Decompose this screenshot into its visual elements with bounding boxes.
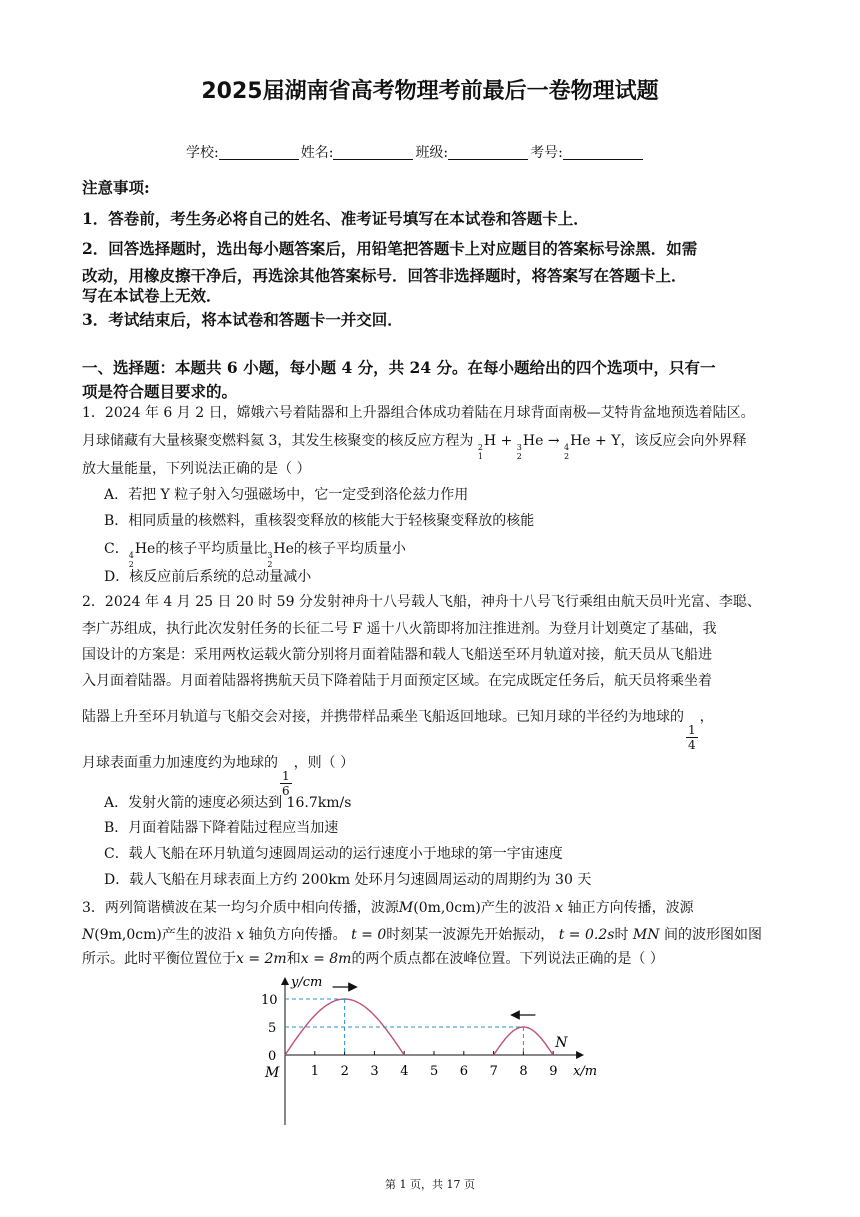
q1-line-1: 1．2024 年 6 月 2 日，嫦娥六号着陆器和上升器组合体成功着陆在月球背面南极—艾特肯盆地预选着陆区。 bbox=[82, 405, 755, 421]
y-tick-label: 10 bbox=[261, 993, 278, 1008]
q2-line-5: 陆器上升至环月轨道与飞船交会对接，并携带样品乘坐飞船返回地球。已知月球的半径约为地球的 $\frac{1}{4}$ ， bbox=[82, 709, 714, 752]
q2-option-a[interactable]: A．发射火箭的速度必须达到 16.7km/s bbox=[104, 795, 352, 811]
y-tick-label: 0 bbox=[268, 1049, 277, 1064]
school-field[interactable] bbox=[219, 145, 299, 160]
origin-label-M: M bbox=[265, 1065, 280, 1081]
name-label: 姓名: bbox=[300, 145, 334, 161]
notice-heading: 注意事项: bbox=[82, 178, 150, 197]
x-tick-label: 6 bbox=[459, 1064, 469, 1079]
q2-option-c[interactable]: C．载人飞船在环月轨道匀速圆周运动的运行速度小于地球的第一宇宙速度 bbox=[104, 846, 563, 862]
section1-line-1: 一、选择题：本题共 6 小题，每小题 4 分，共 24 分。在每小题给出的四个选项中，只有一 bbox=[82, 358, 716, 377]
section1-line-2: 项是符合题目要求的。 bbox=[82, 382, 238, 401]
notice-line-3: 3．考试结束后，将本试卷和答题卡一并交回． bbox=[82, 310, 403, 329]
y-axis-label: y/cm bbox=[291, 975, 323, 990]
x-tick-label: 4 bbox=[400, 1064, 409, 1079]
q2-line-4: 入月面着陆器。月面着陆器将携航天员下降着陆于月面预定区域。在完成既定任务后，航天员将乘坐着 bbox=[82, 673, 712, 689]
x-tick-label: 9 bbox=[549, 1064, 558, 1079]
notice-line-2c: 写在本试卷上无效． bbox=[82, 286, 222, 305]
page-footer: 第 1 页，共 17 页 bbox=[385, 1178, 475, 1191]
x-tick-label: 2 bbox=[340, 1064, 349, 1079]
q1-option-b[interactable]: B．相同质量的核燃料，重核裂变释放的核能大于轻核聚变释放的核能 bbox=[104, 513, 535, 529]
q3-line-2: N(9m,0cm)产生的波沿 x 轴负方向传播。 t = 0时刻某一波源先开始振动， t = 0.2s时 MN 间的波形图如图 bbox=[82, 927, 762, 943]
name-field[interactable] bbox=[333, 145, 413, 160]
q1-line-3: 放大量能量，下列说法正确的是（ ） bbox=[82, 461, 311, 477]
q2-line-2: 李广苏组成，执行此次发射任务的长征二号 F 遥十八火箭即将加注推进剂。为登月计划奠定了基础，我 bbox=[82, 621, 717, 637]
x-tick-label: 1 bbox=[310, 1064, 320, 1079]
q1-option-c[interactable]: C． 4 2 He的核子平均质量比 3 2 He的核子平均质量小 bbox=[104, 541, 406, 569]
q2-option-b[interactable]: B．月面着陆器下降着陆过程应当加速 bbox=[104, 820, 339, 836]
q3-line-1: 3．两列简谐横波在某一均匀介质中相向传播，波源M(0m,0cm)产生的波沿 x 轴正方向传播，波源 bbox=[82, 900, 694, 916]
q1-option-d[interactable]: D．核反应前后系统的总动量减小 bbox=[104, 569, 312, 585]
notice-line-1: 1．答卷前，考生务必将自己的姓名、准考证号填写在本试卷和答题卡上． bbox=[82, 209, 589, 228]
notice-line-2b: 改动，用橡皮擦干净后，再选涂其他答案标号．回答非选择题时，将答案写在答题卡上． bbox=[82, 266, 687, 285]
exam-no-field[interactable] bbox=[563, 145, 643, 160]
y-tick-label: 5 bbox=[268, 1021, 277, 1036]
x-axis-label: x/m bbox=[573, 1064, 598, 1079]
x-tick-label: 8 bbox=[519, 1064, 528, 1079]
q2-line-3: 国设计的方案是：采用两枚运载火箭分别将月面着陆器和载人飞船送至环月轨道对接，航天员从飞船进 bbox=[82, 647, 712, 663]
page-title: 2025届湖南省高考物理考前最后一卷物理试题 bbox=[201, 79, 659, 104]
end-label-N: N bbox=[555, 1035, 568, 1051]
class-field[interactable] bbox=[448, 145, 528, 160]
q1-line-2: 月球储藏有大量核聚变燃料氦 3，其发生核聚变的核反应方程为 2 1 H + 3 2 He → 4 2 He + Y，该反应会向外界释 bbox=[82, 433, 747, 461]
q2-line-6: 月球表面重力加速度约为地球的 $\frac{1}{6}$ ，则（ ） bbox=[82, 755, 355, 798]
q2-option-d[interactable]: D．载人飞船在月球表面上方约 200km 处环月匀速圆周运动的周期约为 30 天 bbox=[104, 872, 592, 888]
class-label: 班级: bbox=[415, 145, 449, 161]
exam-no-label: 考号: bbox=[530, 145, 563, 161]
x-tick-label: 7 bbox=[489, 1064, 498, 1079]
x-tick-label: 5 bbox=[430, 1064, 439, 1079]
wave-chart bbox=[240, 970, 620, 1130]
x-tick-label: 3 bbox=[370, 1064, 379, 1079]
q3-line-3: 所示。此时平衡位置位于x = 2m和x = 8m的两个质点都在波峰位置。下列说法正确的是（ ） bbox=[82, 951, 664, 967]
school-label: 学校: bbox=[186, 145, 219, 161]
q1-option-a[interactable]: A．若把 Y 粒子射入匀强磁场中，它一定受到洛伦兹力作用 bbox=[104, 487, 469, 503]
student-info-line bbox=[186, 142, 645, 162]
fraction-one-quarter: $\frac{1}{4}$ bbox=[688, 723, 696, 752]
notice-line-2a: 2．回答选择题时，选出每小题答案后，用铅笔把答题卡上对应题目的答案标号涂黑．如需 bbox=[82, 239, 698, 258]
q2-line-1: 2．2024 年 4 月 25 日 20 时 59 分发射神舟十八号载人飞船，神舟十八号飞行乘组由航天员叶光富、李聪、 bbox=[82, 594, 761, 610]
fraction-one-sixth: $\frac{1}{6}$ bbox=[282, 769, 290, 798]
